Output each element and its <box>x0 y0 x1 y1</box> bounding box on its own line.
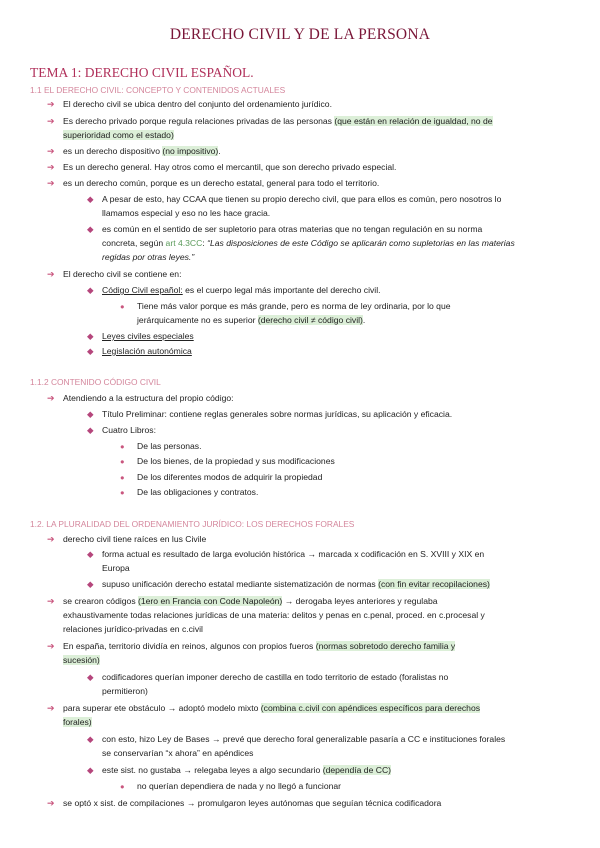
diamond-bullet-icon: ◆ <box>87 734 94 744</box>
highlight-span: (no impositivo) <box>162 146 219 156</box>
diamond-bullet-icon: ◆ <box>87 549 94 559</box>
diamond-bullet-icon: ◆ <box>87 224 94 234</box>
diamond-bullet-icon: ◆ <box>87 579 94 589</box>
dot-bullet-icon: ● <box>120 442 125 451</box>
text-line <box>102 765 391 776</box>
text-line <box>102 579 490 590</box>
text-line: derecho civil tiene raíces en lus Civile <box>63 534 207 544</box>
text-line: se conservarían “x ahora” en apéndices <box>102 748 254 758</box>
dot-bullet-icon: ● <box>120 488 125 497</box>
dot-bullet-icon: ● <box>120 457 125 466</box>
text-line: De los diferentes modos de adquirir la propiedad <box>137 472 323 482</box>
arrow-bullet-icon: ➔ <box>47 641 55 651</box>
text-line <box>63 641 455 652</box>
text-line <box>102 285 381 296</box>
text-span: : <box>202 238 208 248</box>
text-span: . <box>218 146 221 156</box>
diamond-bullet-icon: ◆ <box>87 331 94 341</box>
text-span: para superar ete obstáculo → adoptó modelo mixto <box>63 703 261 713</box>
arrow-bullet-icon: ➔ <box>47 269 55 279</box>
text-line <box>63 703 480 714</box>
text-line: llamamos especial y eso no les hace gracia. <box>102 208 271 218</box>
text-span: Es derecho privado porque regula relaciones privadas de las personas <box>63 116 335 126</box>
text-line: es un derecho común, porque es un derecho estatal, general para todo el territorio. <box>63 178 380 188</box>
text-span: . <box>362 315 366 325</box>
text-span: concreta, según <box>102 238 166 248</box>
text-line: forma actual es resultado de larga evolución histórica → marcada x codificación en S. XVIII y XIX en <box>102 549 485 559</box>
text-span: En españa, territorio dividía en reinos, algunos con propios fueros <box>63 641 316 651</box>
highlight-span: (que están en relación de igualdad, no de <box>334 116 493 126</box>
highlight-span: superioridad como el estado) <box>63 130 174 140</box>
text-span: supuso unificación derecho estatal mediante sistematización de normas <box>102 579 379 589</box>
text-line: se optó x sist. de compilaciones → promulgaron leyes autónomas que seguían técnica codificadora <box>63 798 442 808</box>
text-line: De las personas. <box>137 441 202 451</box>
text-line: es común en el sentido de ser supletorio para otras materias que no tengan regulación en su norma <box>102 224 483 234</box>
text-span: → derogaba leyes anteriores y regulaba <box>282 596 438 606</box>
section-heading-1-1-2: 1.1.2 CONTENIDO CÓDIGO CIVIL <box>30 377 161 387</box>
quote-span: “Las disposiciones de este Código se aplicarán como supletorias en las materias <box>207 238 515 248</box>
text-line: Es un derecho general. Hay otros como el mercantil, que son derecho privado especial. <box>63 162 397 172</box>
text-line <box>63 655 100 666</box>
text-line <box>63 717 92 728</box>
text-line: con esto, hizo Ley de Bases → prevé que derecho foral generalizable pasaría a CC e instituciones forales <box>102 734 506 744</box>
diamond-bullet-icon: ◆ <box>87 409 94 419</box>
text-line: De las obligaciones y contratos. <box>137 487 259 497</box>
text-line: Legislación autonómica <box>102 346 192 356</box>
text-line: De los bienes, de la propiedad y sus modificaciones <box>137 456 335 466</box>
arrow-bullet-icon: ➔ <box>47 162 55 172</box>
highlight-span: (con fin evitar recopilaciones) <box>378 579 490 589</box>
highlight-span: forales) <box>63 717 92 727</box>
text-line: El derecho civil se ubica dentro del conjunto del ordenamiento jurídico. <box>63 99 332 109</box>
highlight-span: (combina c.civil con apéndices específicos para derechos <box>260 703 481 713</box>
arrow-bullet-icon: ➔ <box>47 596 55 606</box>
text-line: no querían dependiera de nada y no llegó a funcionar <box>137 781 342 791</box>
text-line <box>63 116 493 127</box>
arrow-bullet-icon: ➔ <box>47 178 55 188</box>
text-span: este sist. no gustaba → relegaba leyes a algo secundario <box>102 765 323 775</box>
arrow-bullet-icon: ➔ <box>47 146 55 156</box>
text-line: codificadores querían imponer derecho de castilla en todo territorio de estado (foralistas no <box>102 672 449 682</box>
text-line: Leyes civiles especiales <box>102 331 194 341</box>
text-span: es el cuerpo legal más importante del derecho civil. <box>182 285 381 295</box>
text-line: Europa <box>102 563 130 573</box>
text-line <box>137 315 365 326</box>
text-line: Atendiendo a la estructura del propio código: <box>63 393 234 403</box>
text-line: Tiene más valor porque es más grande, pero es norma de ley ordinaria, por lo que <box>137 301 451 311</box>
text-line: El derecho civil se contiene en: <box>63 269 182 279</box>
text-line <box>102 238 515 249</box>
text-line: Cuatro Libros: <box>102 425 156 435</box>
dot-bullet-icon: ● <box>120 782 125 791</box>
text-line <box>63 146 221 157</box>
underlined-span: Código Civil español: <box>102 285 183 295</box>
diamond-bullet-icon: ◆ <box>87 194 94 204</box>
arrow-bullet-icon: ➔ <box>47 798 55 808</box>
text-span: se crearon códigos <box>63 596 138 606</box>
highlight-span: sucesión) <box>63 655 100 665</box>
text-line: relaciones jurídico-privadas en c.civil <box>63 624 203 634</box>
section-heading-1-2: 1.2. LA PLURALIDAD DEL ORDENAMIENTO JURÍDICO: LOS DERECHOS FORALES <box>30 519 355 529</box>
arrow-bullet-icon: ➔ <box>47 534 55 544</box>
dot-bullet-icon: ● <box>120 473 125 482</box>
highlight-span: (derecho civil ≠ código civil) <box>257 315 363 325</box>
text-span: jerárquicamente no es superior <box>137 315 258 325</box>
diamond-bullet-icon: ◆ <box>87 765 94 775</box>
highlight-span: (1ero en Francia con Code Napoleón) <box>138 596 283 606</box>
page-title: DERECHO CIVIL Y DE LA PERSONA <box>169 26 431 43</box>
text-line: regidas por otras leyes.” <box>102 252 195 262</box>
tema-heading: TEMA 1: DERECHO CIVIL ESPAÑOL. <box>30 65 254 80</box>
diamond-bullet-icon: ◆ <box>87 672 94 682</box>
diamond-bullet-icon: ◆ <box>87 346 94 356</box>
highlight-span: (normas sobretodo derecho familia y <box>315 641 456 651</box>
text-line: exhaustivamente todas relaciones jurídicas de una materia: delitos y penas en c.penal, proced. en c.procesal y <box>63 610 485 620</box>
text-line: A pesar de esto, hay CCAA que tienen su propio derecho civil, que para ellos es común, pero nosotros lo <box>102 194 502 204</box>
text-line <box>63 130 174 141</box>
section-heading-1-1: 1.1 EL DERECHO CIVIL: CONCEPTO Y CONTENIDOS ACTUALES <box>30 85 286 95</box>
diamond-bullet-icon: ◆ <box>87 285 94 295</box>
diamond-bullet-icon: ◆ <box>87 425 94 435</box>
article-reference: art 4.3CC <box>165 238 203 248</box>
arrow-bullet-icon: ➔ <box>47 99 55 109</box>
text-line: Título Preliminar: contiene reglas generales sobre normas jurídicas, su aplicación y eficacia. <box>102 409 453 419</box>
dot-bullet-icon: ● <box>120 302 125 311</box>
highlight-span: (dependía de CC) <box>322 765 392 775</box>
text-line: permitieron) <box>102 686 148 696</box>
text-line <box>63 596 438 607</box>
arrow-bullet-icon: ➔ <box>47 393 55 403</box>
arrow-bullet-icon: ➔ <box>47 703 55 713</box>
arrow-bullet-icon: ➔ <box>47 116 55 126</box>
text-span: es un derecho dispositivo <box>63 146 163 156</box>
